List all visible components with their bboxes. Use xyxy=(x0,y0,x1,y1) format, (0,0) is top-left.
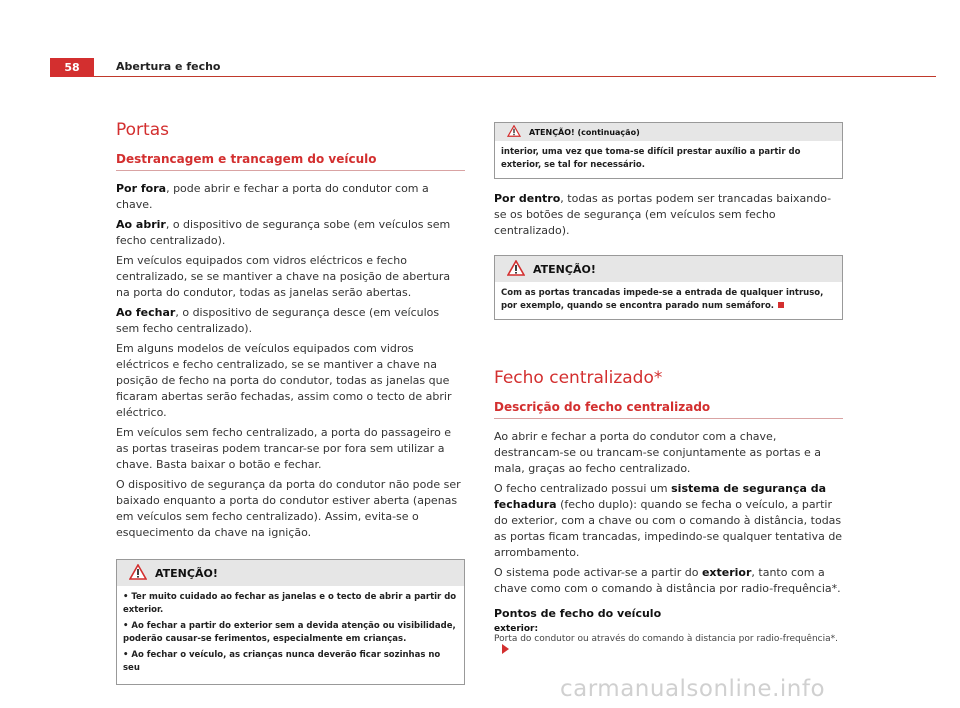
continue-arrow-icon xyxy=(502,644,509,654)
paragraph: Ao fechar, o dispositivo de segurança desce (em veículos sem fecho centralizado). xyxy=(116,306,440,335)
heading-pontos-fecho: Pontos de fecho do veículo xyxy=(494,607,662,620)
warning-title: ATENÇÃO! (continuação) xyxy=(529,127,640,137)
subsection-title-descricao: Descrição do fecho centralizado xyxy=(494,400,843,419)
warning-triangle-icon xyxy=(129,564,147,583)
warning-header xyxy=(495,256,842,282)
term: sistema de segurança da fechadura xyxy=(494,482,827,511)
paragraph: O dispositivo de segurança da porta do condutor não pode ser baixado enquanto a porta do condutor estiver aberta (apenas em veículos sem fecho centralizado). Assim, evita-se o esquecimento da chave na ignição. xyxy=(116,478,461,539)
warning-header xyxy=(117,560,464,586)
warning-body: interior, uma vez que toma-se difícil prestar auxílio a partir do exterior, se tal for necessário. xyxy=(501,147,801,170)
warning-title: ATENÇÃO! xyxy=(155,566,218,580)
paragraph: Ao abrir, o dispositivo de segurança sobe (em veículos sem fecho centralizado). xyxy=(116,218,451,247)
paragraph: Em alguns modelos de veículos equipados com vidros eléctricos e fecho centralizado, se se mantiver a chave na posição de fecho na porta do condutor, todas as janelas que ficaram abertas serão fechadas, assim como o tecto de abrir eléctrico. xyxy=(116,342,452,419)
exterior-label: exterior: xyxy=(494,624,539,634)
warning-body: Com as portas trancadas impede-se a entrada de qualquer intruso, por exemplo, quando se encontra parado num semáforo. xyxy=(501,288,824,311)
paragraph: Em veículos sem fecho centralizado, a porta do passageiro e as portas traseiras podem trancar-se por fora sem utilizar a chave. Basta baixar o botão e fechar. xyxy=(116,426,452,471)
warning-triangle-icon xyxy=(507,125,521,139)
section-title-portas: Portas xyxy=(116,120,169,140)
page-number: 58 xyxy=(50,58,94,77)
paragraph: Por dentro, todas as portas podem ser trancadas baixando-se os botões de segurança (em veículos sem fecho centralizado). xyxy=(494,192,832,237)
warning-item: • Ao fechar o veículo, as crianças nunca deverão ficar sozinhas no seu xyxy=(123,650,441,673)
warning-box-continued xyxy=(494,122,843,179)
paragraph: O fecho centralizado possui um sistema de segurança da fechadura (fecho duplo): quando se fecha o veículo, a partir do exterior, com a chave ou com o comando à distância, todas as portas ficam trancadas, impedindo-se qualquer tentativa de arrombamento. xyxy=(494,482,843,559)
subsection-title-destrancagem: Destrancagem e trancagem do veículo xyxy=(116,152,465,171)
watermark: carmanualsonline.info xyxy=(560,676,826,702)
section-title-fecho: Fecho centralizado* xyxy=(494,368,663,388)
term: Por fora xyxy=(116,182,167,195)
term: Por dentro xyxy=(494,192,561,205)
running-title: Abertura e fecho xyxy=(116,60,221,73)
end-square-icon xyxy=(778,302,784,308)
warning-header xyxy=(495,123,842,141)
exterior-text: Porta do condutor ou através do comando à distancia por radio-frequência*. xyxy=(494,634,843,655)
term: Ao fechar xyxy=(116,306,176,319)
right-column xyxy=(494,122,843,655)
paragraph: Ao abrir e fechar a porta do condutor com a chave, destrancam-se ou trancam-se conjuntamente as portas e a mala, graças ao fecho centralizado. xyxy=(494,430,822,475)
term: Ao abrir xyxy=(116,218,166,231)
warning-box xyxy=(494,255,843,320)
term: exterior xyxy=(701,566,752,579)
left-column xyxy=(116,120,465,685)
warning-body xyxy=(117,586,464,684)
warning-triangle-icon xyxy=(507,260,525,279)
paragraph: Em veículos equipados com vidros eléctricos e fecho centralizado, se se mantiver a chave na posição de abertura na porta do condutor, todas as janelas serão abertas. xyxy=(116,254,451,299)
warning-item: • Ao fechar a partir do exterior sem a devida atenção ou visibilidade, poderão causar-se ferimentos, especialmente em crianças. xyxy=(123,621,456,644)
paragraph: O sistema pode activar-se a partir do exterior, tanto com a chave como com o comando à distância por radio-frequência*. xyxy=(494,566,841,595)
warning-title: ATENÇÃO! xyxy=(533,262,596,276)
warning-item: • Ter muito cuidado ao fechar as janelas e o tecto de abrir a partir do exterior. xyxy=(123,592,457,615)
warning-box xyxy=(116,559,465,685)
paragraph: Por fora, pode abrir e fechar a porta do condutor com a chave. xyxy=(116,182,429,211)
